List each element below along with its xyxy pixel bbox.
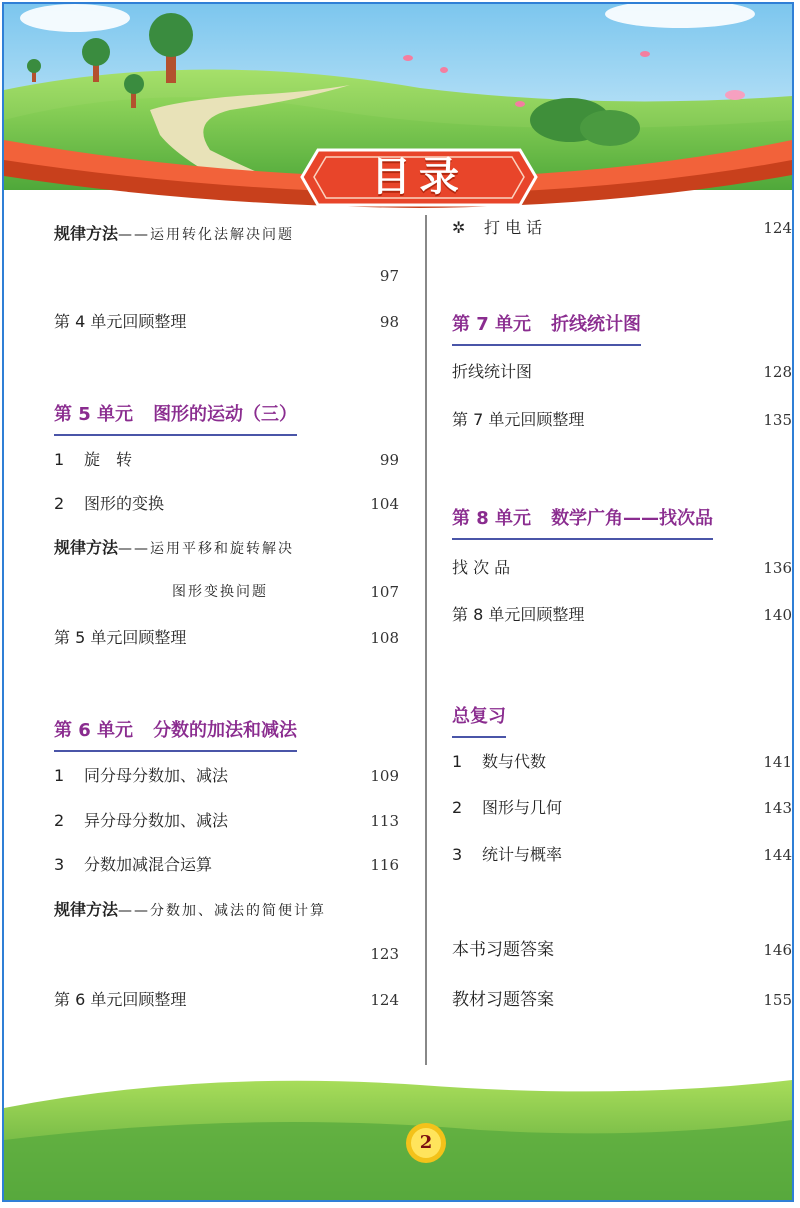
- toc-entry[interactable]: 2 图形与几何 143: [452, 794, 792, 822]
- toc-entry[interactable]: 第 6 单元回顾整理 124: [54, 986, 399, 1014]
- toc-entry[interactable]: 找 次 品 136: [452, 554, 792, 582]
- page-number-badge: 2: [419, 1132, 433, 1153]
- toc-entry[interactable]: ✲ 打 电 话 124: [452, 214, 792, 242]
- toc-entry[interactable]: 图形变换问题 107: [172, 578, 399, 606]
- toc-entry[interactable]: 2 图形的变换 104: [54, 490, 399, 518]
- toc-entry[interactable]: 第 7 单元回顾整理 135: [452, 406, 792, 434]
- toc-entry[interactable]: 3 分数加减混合运算 116: [54, 851, 399, 879]
- toc-entry[interactable]: 教材习题答案 155: [452, 986, 792, 1014]
- toc-entry[interactable]: 1 同分母分数加、减法 109: [54, 762, 399, 790]
- toc-entry[interactable]: 规律方法——分数加、减法的简便计算: [54, 896, 399, 924]
- toc-entry[interactable]: 规律方法——运用平移和旋转解决: [54, 534, 399, 562]
- toc-entry[interactable]: 2 异分母分数加、减法 113: [54, 807, 399, 835]
- toc-entry[interactable]: 第 4 单元回顾整理 98: [54, 308, 399, 336]
- column-divider: [425, 215, 427, 1065]
- page-title: 目录: [371, 154, 467, 200]
- toc-entry[interactable]: 第 5 单元回顾整理 108: [54, 624, 399, 652]
- toc-entry[interactable]: 第 8 单元回顾整理 140: [452, 601, 792, 629]
- unit-heading: 第 5 单元 图形的运动（三）: [54, 398, 297, 436]
- toc-entry[interactable]: 1 旋 转 99: [54, 446, 399, 474]
- toc-entry[interactable]: 97: [174, 262, 399, 290]
- toc-entry[interactable]: 123: [190, 940, 399, 968]
- unit-heading: 第 7 单元 折线统计图: [452, 308, 641, 346]
- flower-icon: ✲: [452, 218, 466, 237]
- toc-entry[interactable]: 规律方法——运用转化法解决问题: [54, 220, 399, 248]
- unit-heading: 总复习: [452, 700, 506, 738]
- unit-heading: 第 6 单元 分数的加法和减法: [54, 714, 297, 752]
- toc-entry[interactable]: 1 数与代数 141: [452, 748, 792, 776]
- unit-heading: 第 8 单元 数学广角——找次品: [452, 502, 713, 540]
- toc-entry[interactable]: 本书习题答案 146: [452, 936, 792, 964]
- toc-entry[interactable]: 3 统计与概率 144: [452, 841, 792, 869]
- toc-entry[interactable]: 折线统计图 128: [452, 358, 792, 386]
